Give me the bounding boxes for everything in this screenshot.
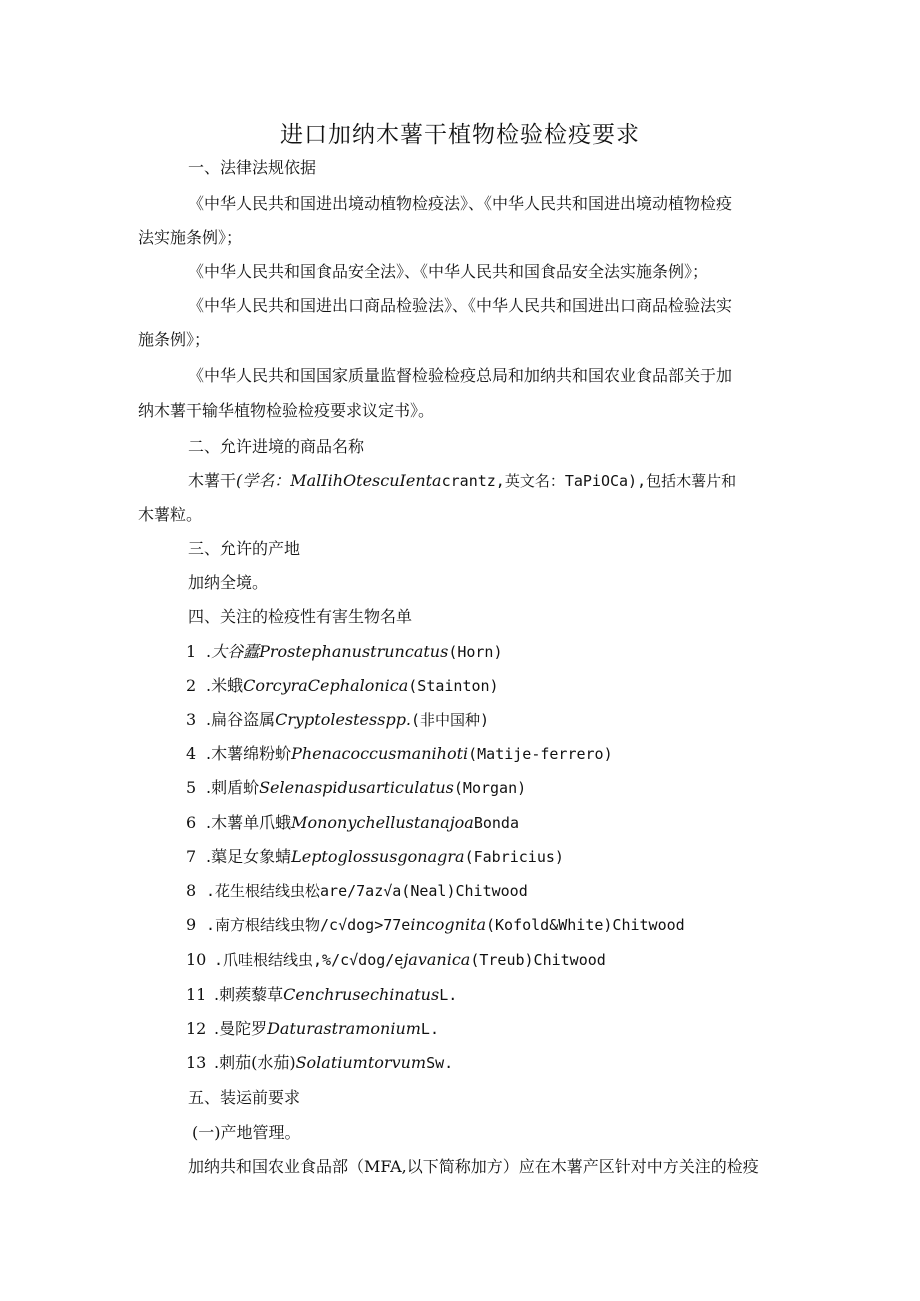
paragraph: 《中华人民共和国进出口商品检验法》、《中华人民共和国进出口商品检验法实 [188, 296, 733, 315]
paragraph: 木薯粒。 [138, 505, 203, 524]
scientific-name: (学名：MalIihOtescuIenta [236, 471, 442, 490]
paragraph: 施条例》； [138, 330, 211, 349]
list-item: 13 .刺茄(水茄)SolatiumtorvumSw. [186, 1053, 454, 1072]
section-heading-legal-basis: 一、法律法规依据 [188, 158, 317, 177]
list-item: 3 .扁谷盗属Cryptolestesspp.(非中国种) [186, 710, 490, 729]
paragraph: 加纳共和国农业食品部（MFA,以下简称加方）应在木薯产区针对中方关注的检疫 [188, 1157, 759, 1176]
section-heading-pre-shipment: 五、装运前要求 [188, 1088, 301, 1107]
list-item: 6 .木薯单爪蛾MononychellustanajoaBonda [186, 813, 519, 832]
paragraph: 加纳全境。 [188, 573, 269, 592]
commodity-detail: crantz,英文名：TaPiOCa),包括木薯片和 [441, 472, 737, 490]
paragraph: 法实施条例》； [138, 228, 243, 247]
list-item: 2 .米蛾CorcyraCephalonica(Stainton) [186, 676, 499, 695]
list-item: 8 .花生根结线虫松are/7az√a(Neal)Chitwood [186, 881, 528, 900]
list-item: 11 .刺蒺藜草CenchrusechinatusL. [186, 985, 458, 1004]
paragraph [188, 470, 736, 492]
section-heading-commodity: 二、允许进境的商品名称 [188, 437, 365, 456]
list-item: 9 .南方根结线虫物/c√dog>77eincognita(Kofold&White)Chitwood [186, 915, 685, 934]
paragraph: 《中华人民共和国国家质量监督检验检疫总局和加纳共和国农业食品部关于加 [188, 366, 733, 385]
section-heading-pests: 四、关注的检疫性有害生物名单 [188, 607, 413, 626]
list-item: 5 .刺盾蚧Selenaspidusarticulatus(Morgan) [186, 778, 527, 797]
commodity-name: 木薯干 [188, 471, 237, 490]
paragraph: 纳木薯干输华植物检验检疫要求议定书》。 [138, 401, 435, 420]
list-item: 4 .木薯绵粉蚧Phenacoccusmanihoti(Matije-ferrero) [186, 744, 613, 763]
subsection-heading: (一)产地管理。 [192, 1123, 301, 1142]
list-item: 7 .蕖足女象蜻Leptoglossusgonagra(Fabricius) [186, 847, 564, 866]
section-heading-origin: 三、允许的产地 [188, 539, 301, 558]
paragraph: 《中华人民共和国食品安全法》、《中华人民共和国食品安全法实施条例》； [188, 262, 709, 281]
list-item: 12 .曼陀罗DaturastramoniumL. [186, 1019, 439, 1038]
list-item: 1 .大谷蠹Prostephanustruncatus(Horn) [186, 642, 503, 661]
paragraph: 《中华人民共和国进出境动植物检疫法》、《中华人民共和国进出境动植物检疫 [188, 194, 733, 213]
document-title: 进口加纳木薯干植物检验检疫要求 [280, 122, 640, 148]
list-item: 10 .爪哇根结线虫,%/c√dog/ejavanica(Treub)Chitwood [186, 950, 606, 969]
